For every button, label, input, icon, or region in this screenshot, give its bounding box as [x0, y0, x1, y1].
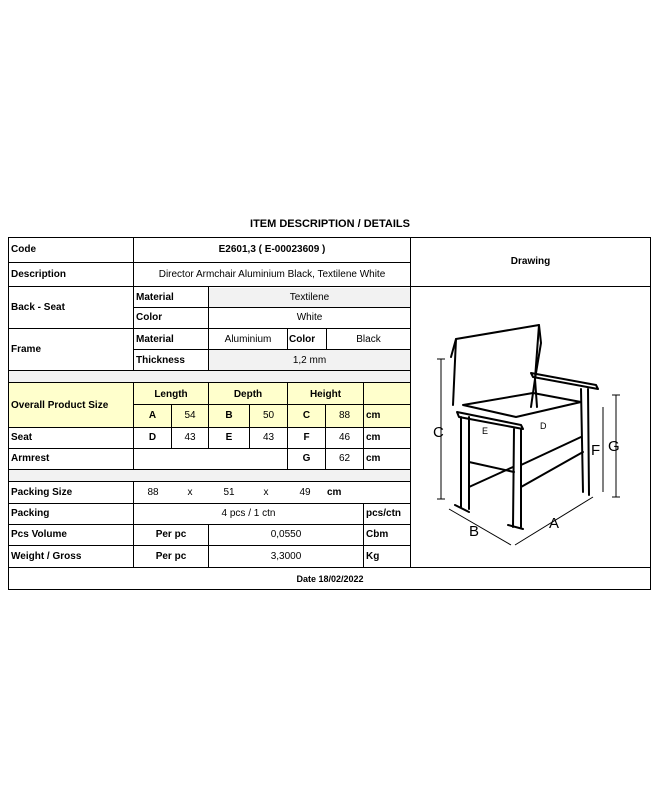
date-footer: Date 18/02/2022 — [296, 574, 364, 584]
spacer-row-1 — [9, 371, 410, 382]
packing-size-v1: 88 — [147, 487, 159, 498]
dim-g-value: 62 — [338, 453, 351, 464]
armrest-left — [457, 412, 523, 429]
chair-drawing — [411, 287, 650, 567]
drawing-letter-g: G — [608, 438, 620, 455]
dim-a-value: 54 — [184, 410, 196, 421]
seat-shape — [463, 393, 581, 417]
dim-d-letter: D — [148, 432, 157, 443]
dim-line-b — [449, 509, 511, 545]
overall-unit: cm — [366, 410, 381, 421]
packing-size-label: Packing Size — [11, 487, 73, 498]
code-label: Code — [11, 244, 36, 255]
frame-material-value: Aluminium — [224, 334, 272, 345]
packing-size-v2: 51 — [223, 487, 235, 498]
packing-size-x2: x — [263, 487, 269, 498]
dim-c-letter: C — [302, 410, 311, 421]
armrest-label: Armrest — [11, 453, 50, 464]
back-seat-color-label: Color — [136, 312, 163, 323]
drawing-letter-a: A — [549, 515, 560, 532]
weight-per: Per pc — [155, 551, 187, 562]
drawing-label: Drawing — [510, 256, 551, 267]
packing-size-v3: 49 — [299, 487, 311, 498]
armrest-right — [531, 373, 598, 389]
drawing-letter-d: D — [540, 421, 547, 431]
drawing-letter-f: F — [591, 442, 601, 459]
packing-value: 4 pcs / 1 ctn — [221, 508, 276, 519]
volume-label: Pcs Volume — [11, 529, 67, 540]
seat-unit: cm — [366, 432, 381, 443]
length-header: Length — [154, 389, 188, 400]
back-seat-color-value: White — [296, 312, 323, 323]
drawing-letter-c: C — [433, 424, 444, 441]
dim-d-value: 43 — [184, 432, 196, 443]
volume-per: Per pc — [155, 529, 187, 540]
page-title: ITEM DESCRIPTION / DETAILS — [250, 218, 410, 230]
frame-thickness-value: 1,2 mm — [292, 355, 327, 366]
packing-unit: pcs/ctn — [366, 508, 402, 519]
dim-e-letter: E — [225, 432, 233, 443]
depth-header: Depth — [233, 389, 263, 400]
packing-label: Packing — [11, 508, 50, 519]
dim-b-letter: B — [225, 410, 233, 421]
frame-thickness-label: Thickness — [136, 355, 185, 366]
back-seat-material-value: Textilene — [289, 292, 330, 303]
dim-f-value: 46 — [338, 432, 351, 443]
dim-b-value: 50 — [262, 410, 275, 421]
description-label: Description — [11, 269, 67, 280]
armrest-unit: cm — [366, 453, 381, 464]
drawing-letter-e: E — [482, 426, 489, 436]
frame-material-label: Material — [136, 334, 174, 345]
dim-e-value: 43 — [262, 432, 275, 443]
overall-size-label: Overall Product Size — [11, 400, 109, 411]
frame-label: Frame — [11, 344, 42, 355]
dim-f-letter: F — [303, 432, 310, 443]
back-seat-material-label: Material — [136, 292, 174, 303]
weight-unit: Kg — [366, 551, 380, 562]
packing-size-unit: cm — [327, 487, 342, 498]
frame-color-label: Color — [289, 334, 316, 345]
dim-g-letter: G — [302, 453, 311, 464]
spacer-row-2 — [9, 470, 410, 481]
dim-c-value: 88 — [338, 410, 351, 421]
volume-value: 0,0550 — [270, 529, 302, 540]
frame-color-value: Black — [356, 334, 381, 345]
description-value: Director Armchair Aluminium Black, Textilene White — [158, 269, 386, 280]
dim-a-letter: A — [148, 410, 157, 421]
packing-size-x1: x — [187, 487, 193, 498]
drawing-letter-b: B — [469, 523, 480, 540]
seat-label: Seat — [11, 432, 33, 443]
code-value: E2601,3 ( E-00023609 ) — [218, 244, 326, 255]
height-header: Height — [309, 389, 342, 400]
volume-unit: Cbm — [366, 529, 389, 540]
weight-label: Weight / Gross — [11, 551, 82, 562]
back-seat-label: Back - Seat — [11, 302, 65, 313]
weight-value: 3,3000 — [270, 551, 302, 562]
